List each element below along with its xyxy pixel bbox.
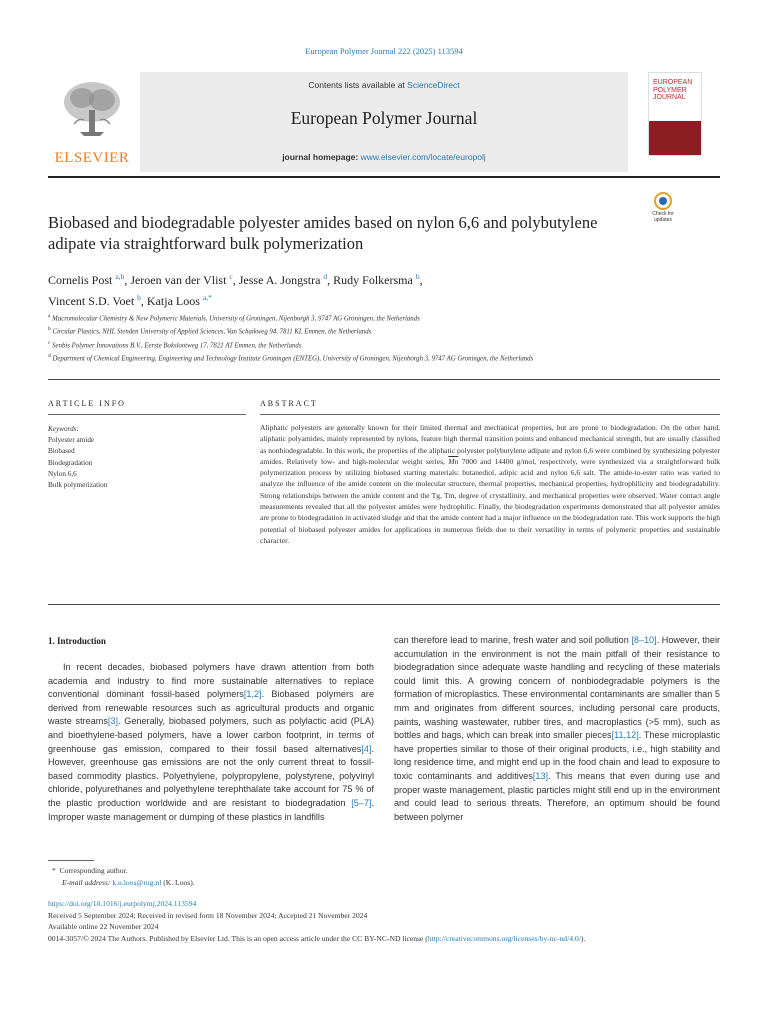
paragraph <box>48 661 374 824</box>
check-updates-icon <box>654 192 672 210</box>
elsevier-wordmark: ELSEVIER <box>54 150 130 166</box>
check-updates-icon-center <box>659 197 667 205</box>
footnote-text: Corresponding author. <box>59 866 128 875</box>
license-text: 0014-3057/© 2024 The Authors. Published by Elsevier Ltd. This is an open access article under the CC BY-NC-ND license ( <box>48 933 428 943</box>
keyword: Nylon 6,6 <box>48 469 77 478</box>
sciencedirect-link[interactable]: ScienceDirect <box>407 80 460 90</box>
author-line-1 <box>48 268 628 289</box>
cover-band <box>649 121 701 155</box>
homepage-prefix: journal homepage: <box>282 152 361 162</box>
journal-banner <box>140 72 628 172</box>
affiliation-text: Circular Plastics, NHL Stenden University of Applied Sciences, Van Schaikweg 94, 7811 KL Emmen, the Netherlands <box>52 328 372 336</box>
author-separator: , <box>327 273 334 287</box>
author-affiliation-mark[interactable]: a,b <box>115 272 125 281</box>
author[interactable]: Rudy Folkersma <box>333 273 416 287</box>
author-affiliation-mark[interactable]: a,* <box>202 293 212 302</box>
affiliation <box>48 351 720 364</box>
keywords-label: Keywords: <box>48 425 79 433</box>
affiliation <box>48 324 720 337</box>
corresponding-author-note <box>52 865 712 877</box>
text-run: . However, greenhouse gas emissions are not the only current threat to fossil-based commodity plastics. Polyethylene, polypropylene, polystyrene, polyvinyl chloride, polyurethanes and polyethylene terephthalate take account for 75 % of the plastic production worldwide and are resistant to biodegradation <box>48 743 374 808</box>
tm-symbol: Tm <box>444 490 455 500</box>
text-run: . Improper waste management or dumping of these plastics in landfills <box>48 797 374 822</box>
affiliation-text: Macromolecular Chemistry & New Polymeric Materials, University of Groningen, Nijenborgh 3, 9747 AG Groningen, the Netherlands <box>52 315 420 323</box>
text-run: . This means that even during use and proper waste management, plastic particles might still end up in the environment and could lead to serious threats. Therefore, an optimum should be found between polymer <box>394 770 720 822</box>
keyword: Bulk polymerization <box>48 481 108 490</box>
citation-link[interactable]: [1,2] <box>243 689 262 700</box>
article-info-rule <box>48 414 246 415</box>
citation-link[interactable]: [4] <box>361 743 372 754</box>
article-title: Biobased and biodegradable polyester amides based on nylon 6,6 and polybutylene adipate via straightforward bulk polymerization <box>48 213 598 253</box>
author-affiliation-mark[interactable]: b <box>415 272 420 281</box>
affiliation-text: Senbis Polymer Innovations B.V., Eerste Bokslootweg 17, 7821 AT Emmen, the Netherlands <box>52 341 302 349</box>
author-separator: , <box>232 273 239 287</box>
footnote-mark: * <box>52 866 56 875</box>
abstract-part: 7000 and 14400 g/mol, respectively, were synthesized via a straightforward bulk polymerization process by utilizing biobased starting materials: butanediol, adipic acid and nylon 6,6 salt. The amide-to-ester ratio was varied to analyze the influence of the amide content on the molecular structure, thermal properties, mechanical properties, hydrophilicity and biodegradability. Strong relationships between the amide content and the <box>260 456 720 500</box>
homepage-line <box>140 152 628 162</box>
author-separator: , <box>419 273 423 287</box>
footnotes <box>52 865 712 889</box>
author-affiliation-mark[interactable]: b <box>137 293 141 302</box>
tg-symbol: Tg <box>431 490 441 500</box>
affiliation <box>48 338 720 351</box>
abstract-heading: ABSTRACT <box>260 399 318 408</box>
keyword: Biobased <box>48 447 75 456</box>
publication-info <box>48 898 720 944</box>
contents-prefix: Contents lists available at <box>308 80 408 90</box>
email-label: E-mail address: <box>62 878 111 887</box>
author-list <box>48 268 628 310</box>
received-dates: Received 5 September 2024; Received in revised form 18 November 2024; Accepted 21 November 2024 <box>48 910 368 920</box>
author[interactable]: Vincent S.D. Voet <box>48 294 138 308</box>
affiliation-mark: a <box>48 313 51 319</box>
text-run: . Generally, biobased polymers, such as polylactic acid (PLA) and bioethylene-based polymers, have a lower carbon footprint, in terms of greenhouse gas emission, compared to their fossil based alternatives <box>48 716 374 754</box>
masthead-divider <box>48 176 720 178</box>
mn-symbol: $\overline{Mn}$ <box>448 456 459 466</box>
affiliation-mark: b <box>48 326 51 333</box>
elsevier-logo[interactable] <box>48 72 136 170</box>
license-statement <box>48 933 720 945</box>
article-info-heading: ARTICLE INFO <box>48 399 126 408</box>
citation-link[interactable]: [13] <box>532 770 549 781</box>
email-suffix: (K. Loos). <box>161 878 195 887</box>
email-link[interactable]: k.u.loos@rug.nl <box>112 878 162 887</box>
text-run: . These microplastic have properties similar to those of their original products, i.e., high stability and long residence time, and might end up in the food chain and lead to exposure to toxic contaminants and additives <box>394 730 720 781</box>
journal-reference[interactable]: European Polymer Journal 222 (2025) 113594 <box>305 46 463 56</box>
journal-cover-thumbnail[interactable] <box>648 72 702 156</box>
section-divider <box>48 604 720 605</box>
online-date: Available online 22 November 2024 <box>48 922 159 932</box>
doi-link[interactable]: https://doi.org/10.1016/j.eurpolymj.2024.113594 <box>48 899 197 908</box>
license-text: ). <box>580 933 586 943</box>
journal-name: European Polymer Journal <box>290 108 478 128</box>
author-affiliation-mark[interactable]: d <box>323 272 328 281</box>
abstract-part: , degree of crystallinity, and mechanical properties were observed. Water contact angle measurements revealed that all the polyester amides were hydrophilic. Finally, the biodegradation experiments demonstrated that all polyester amides are prone to biodegradation in activated sludge and that the amide content had a major influence on the biodegradation rate. This work supports the high potential of biobased polyester amides for applications in numerous fields due to their versatility in terms of polymeric properties and sustainable character. <box>260 490 720 545</box>
citation-link[interactable]: [3] <box>107 716 118 727</box>
author[interactable]: Katja Loos <box>146 294 203 308</box>
contents-line <box>140 80 628 90</box>
text-run: . Biobased polymers are derived from renewable resources such as agricultural products and organic waste streams <box>48 689 375 727</box>
author-affiliation-mark[interactable]: c <box>229 272 233 281</box>
affiliation-list <box>48 311 720 364</box>
email-note <box>52 877 712 889</box>
keywords-block <box>48 424 246 491</box>
author-separator: , <box>124 273 131 287</box>
homepage-link[interactable]: www.elsevier.com/locate/europolj <box>360 152 486 162</box>
text-run: . However, their accumulation in the environment is not the main pitfall of their resistance to biodegradation since adequate waste handling and recycling of these materials could limit this. A growing concern of nonbiodegradable polymers is the formation of microplastics. These environmental contaminants are smaller than 5 mm and originates from different sources, including personal care products, paints, washing wastewater, rubber tires, and macroplastics (>5 mm), such as bottles and bags, which can break into smaller pieces <box>394 635 720 741</box>
abstract-part: Aliphatic polyesters are generally known for their limited thermal and mechanical properties, but are prone to biodegradation. On the other hand, aliphatic polyamides, mainly represented by nylons, feature high thermal transition points and enhanced mechanical strength, but are usually classified as nonbiodegradable. In this work, the properties of the aliphatic polyester polybutylene adipate and nylon 6,6 were combined by synthesizing polyester amides. Relatively low- and high-molecular weight series, <box>260 423 720 466</box>
affiliation-mark: c <box>48 339 51 346</box>
elsevier-tree-icon <box>60 80 124 138</box>
affiliation-text: Department of Chemical Engineering, Engineering and Technology Institute Groningen (ENTEG), University of Groningen, Nijenborgh 3, 9747 AG Groningen, the Netherlands <box>52 355 534 363</box>
body-column-right <box>394 634 720 824</box>
check-for-updates-badge[interactable] <box>648 192 678 226</box>
keyword: Polyester amide <box>48 436 95 445</box>
section-divider <box>48 379 720 380</box>
citation-link[interactable]: [5–7] <box>351 797 372 808</box>
keyword: Biodegradation <box>48 458 93 467</box>
license-link[interactable]: http://creativecommons.org/licenses/by-nc-nd/4.0/ <box>427 933 581 943</box>
author[interactable]: Cornelis Post <box>48 273 116 287</box>
author-line-2 <box>48 289 628 310</box>
citation-link[interactable]: [8–10] <box>631 635 657 645</box>
text-run: can therefore lead to marine, fresh water and soil pollution <box>394 635 632 645</box>
text-run: In recent decades, biobased polymers have drawn attention from both academia and industry to find more sustainable alternatives to replace conventional dominant fossil-based polymers <box>48 662 374 700</box>
citation-link[interactable]: [11,12] <box>611 730 639 741</box>
affiliation <box>48 311 720 324</box>
author-separator: , <box>140 294 147 308</box>
introduction-heading: 1. Introduction <box>48 636 106 646</box>
cover-title: EUROPEAN POLYMER JOURNAL <box>653 79 693 101</box>
author[interactable]: Jesse A. Jongstra <box>238 273 324 287</box>
paragraph <box>394 634 720 824</box>
abstract-text: Aliphatic polyesters are generally known for their limited thermal and mechanical properties, but are prone to biodegradation. On the other hand, aliphatic polyamides, mainly represented by nylons, feature high thermal transition points and enhanced mechanical strength, but are usually classified as nonbiodegradable. In this work, the properties of the aliphatic polyester polybutylene adipate and nylon 6,6 were combined by synthesizing polyester amides. Relatively low- and high-molecular weight series, $\overline{Mn}$ 7000 and 14400 g/mol, respectively, were synthesized via a straightforward bulk polymerization process by utilizing biobased starting materials: butanediol, adipic acid and nylon 6,6 salt. The amide-to-ester ratio was varied to analyze the influence of the amide content on the molecular structure, thermal properties, mechanical properties, hydrophilicity and biodegradability. Strong relationships between the amide content and the Tg, Tm, degree of crystallinity, and mechanical properties were observed. Water contact angle measurements revealed that all the polyester amides were hydrophilic. Finally, the biodegradation experiments demonstrated that all polyester amides are prone to biodegradation in activated sludge and that the amide content had a major influence on the biodegradation rate. This work supports the high potential of biobased polyester amides for applications in numerous fields due to their versatility in terms of polymeric properties and sustainable character. <box>260 423 720 545</box>
abstract-rule <box>260 414 720 415</box>
body-column-left <box>48 661 374 824</box>
author[interactable]: Jeroen van der Vlist <box>130 273 230 287</box>
footnote-rule <box>48 860 94 861</box>
affiliation-mark: d <box>48 352 51 359</box>
check-updates-label: Check for updates <box>652 211 674 223</box>
